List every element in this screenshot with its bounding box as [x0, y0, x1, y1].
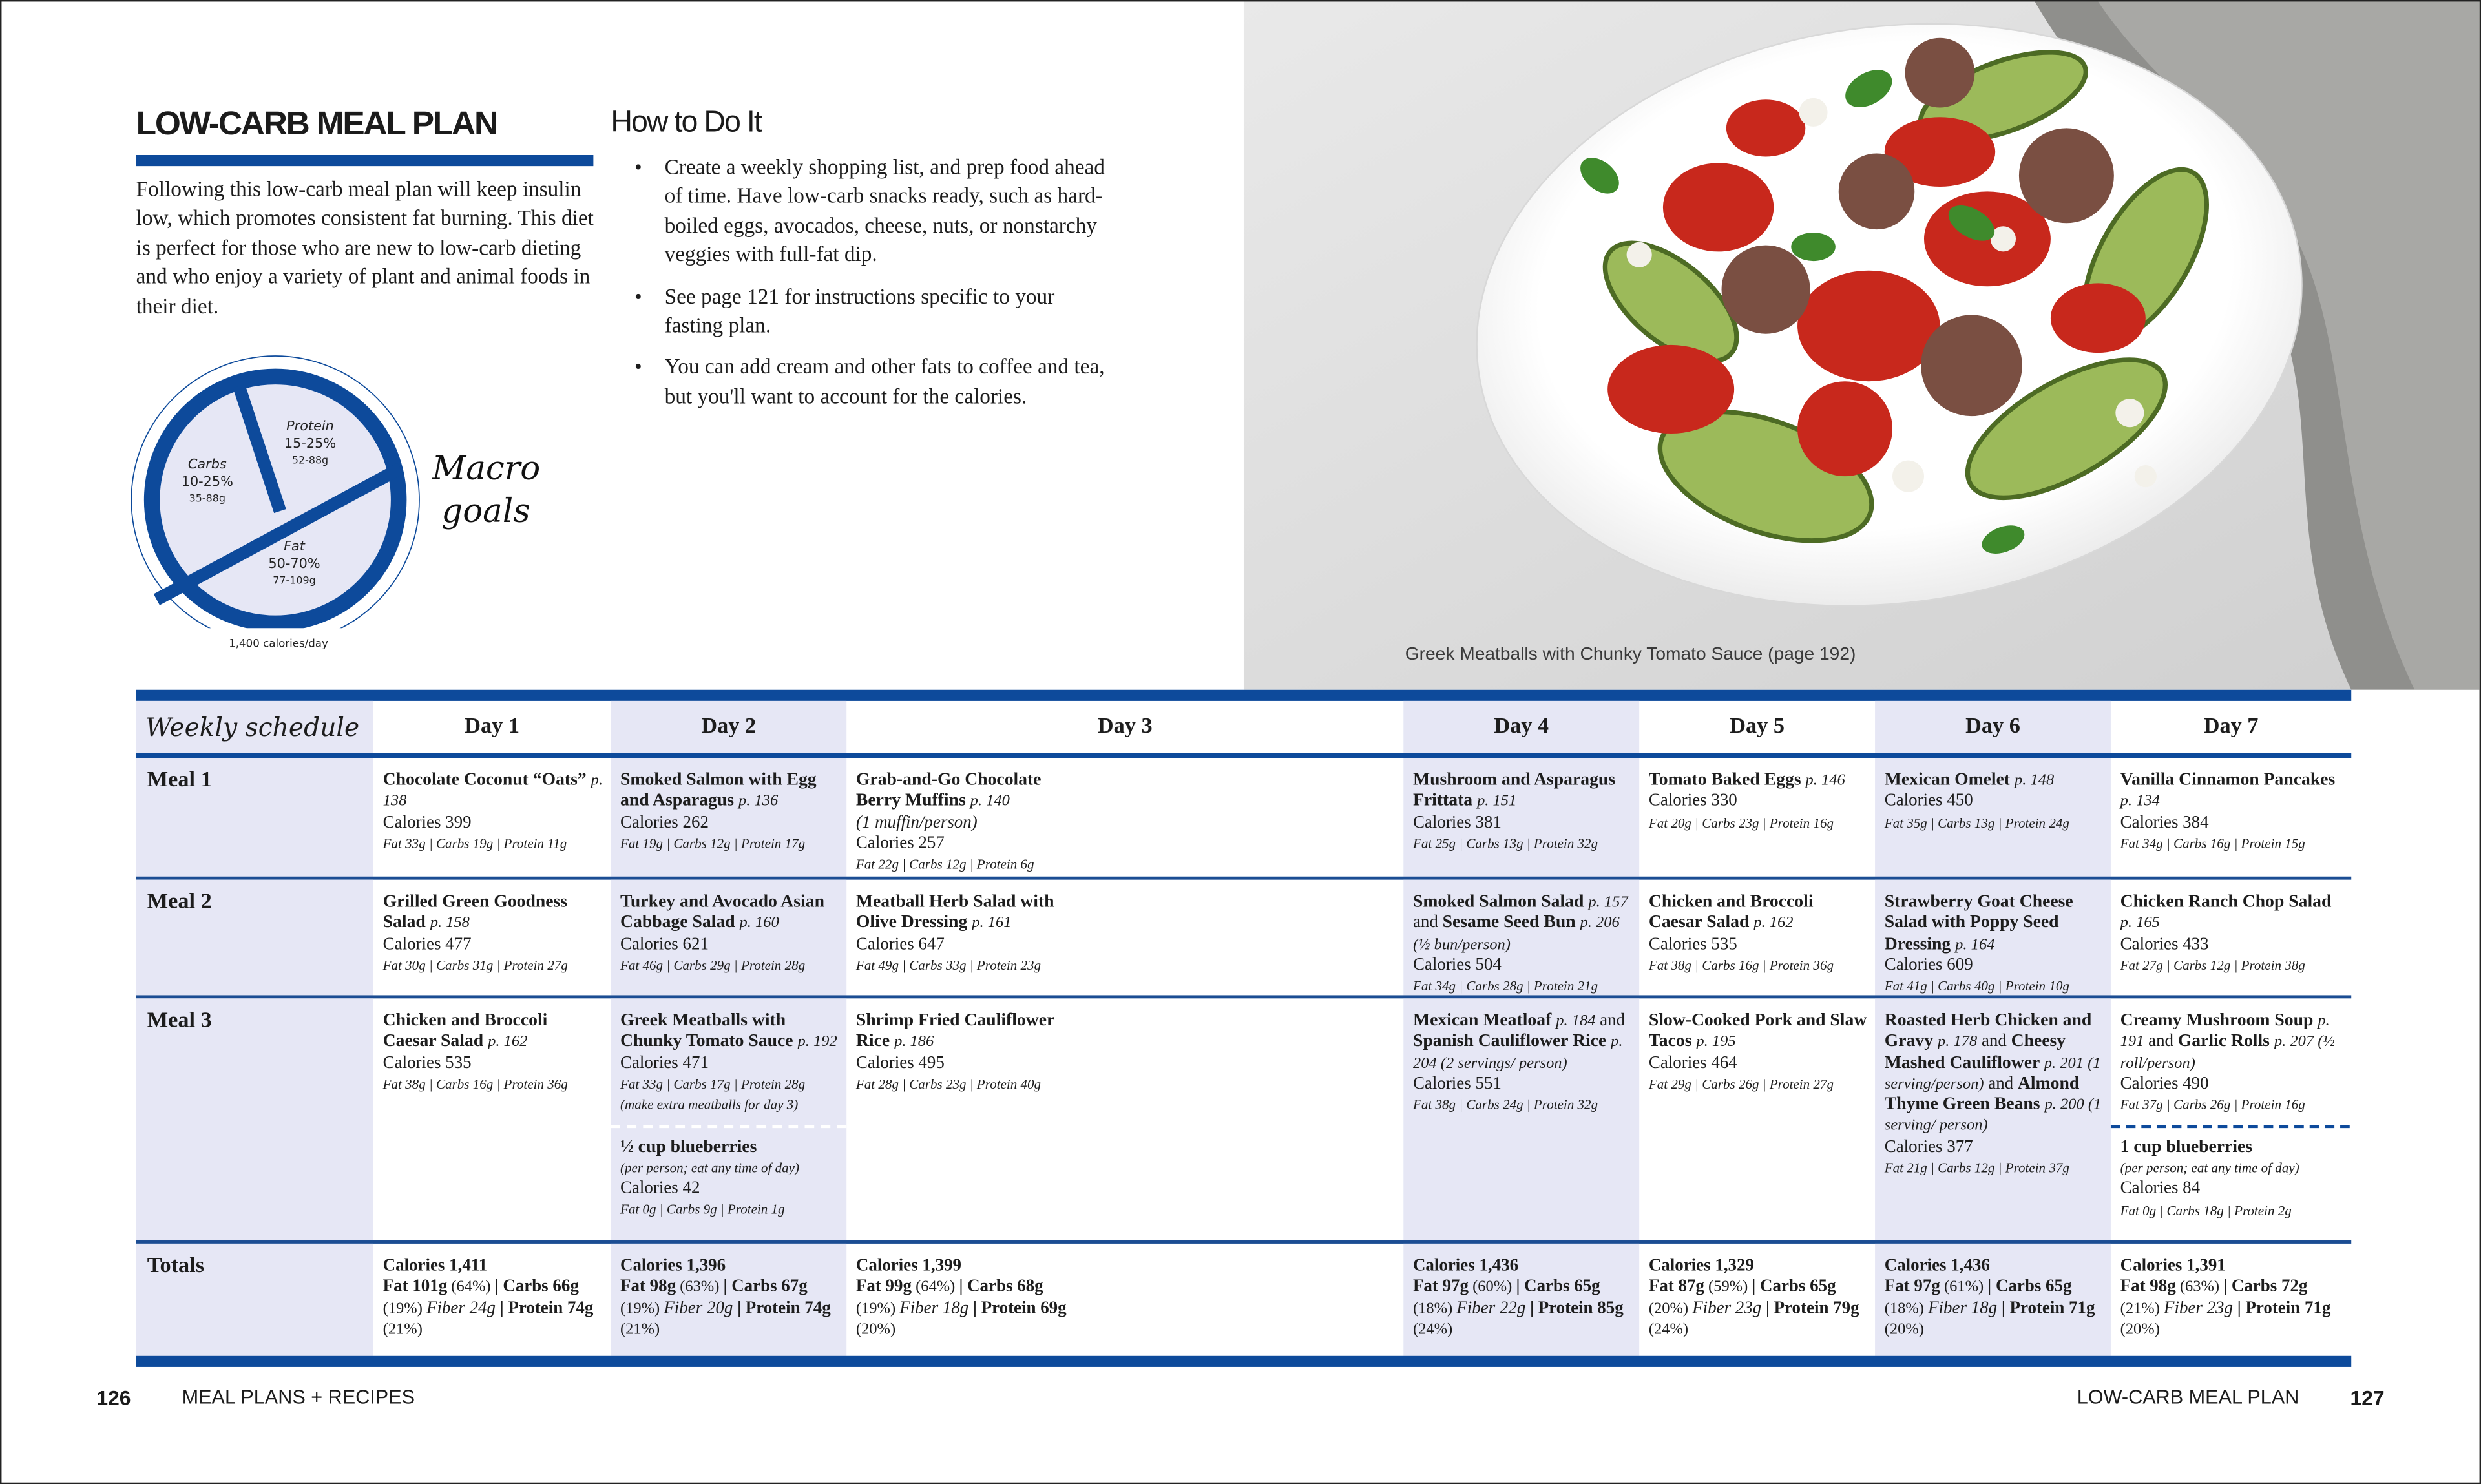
- text-segment: Calories 1,329: [1648, 1256, 1754, 1275]
- cell-content: [620, 1257, 839, 1341]
- text-segment: (21%): [382, 1321, 423, 1339]
- table-bottom-rule: [136, 1356, 2352, 1367]
- text-segment: (19%): [855, 1300, 900, 1318]
- text-segment: Calories 1,399: [855, 1256, 962, 1275]
- text-segment: Fat 101g: [382, 1277, 448, 1297]
- text-segment: (60%): [1469, 1279, 1516, 1297]
- text-segment: and: [1984, 1074, 2018, 1093]
- text-segment: Fiber 23g: [1692, 1298, 1766, 1318]
- text-segment: (63%): [676, 1279, 724, 1297]
- totals-row: [136, 1240, 2352, 1356]
- text-segment: | Carbs 65g: [1516, 1277, 1600, 1297]
- calories: Calories 257: [855, 833, 945, 853]
- cell-content: [1885, 892, 2103, 997]
- calories: Calories 609: [1884, 955, 1973, 975]
- how-to-item: [634, 353, 1109, 412]
- text-segment: Fiber 24g: [426, 1298, 500, 1318]
- meal-cell: [846, 758, 1403, 877]
- text-segment: p. 191: [2120, 1012, 2330, 1051]
- text-segment: Calories 1,396: [620, 1256, 726, 1275]
- macros: Fat 0g | Carbs 18g | Protein 2g: [2120, 1202, 2292, 1218]
- day-header: Day 7: [2203, 715, 2259, 739]
- row-label: Meal 3: [136, 998, 373, 1240]
- recipe-title: [856, 771, 1078, 813]
- text-segment: (20%): [1884, 1321, 1924, 1339]
- calories: Calories 42: [620, 1178, 700, 1198]
- recipe-title: [1413, 1011, 1631, 1074]
- text-segment: p. 140: [970, 793, 1010, 811]
- text-segment: Roasted Herb Chicken and Gravy: [1884, 1010, 2092, 1051]
- macros: Fat 35g | Carbs 13g | Protein 24g: [1884, 814, 2069, 830]
- cell-content: [1885, 1011, 2103, 1179]
- macros: Fat 38g | Carbs 16g | Protein 36g: [382, 1076, 568, 1092]
- text-segment: p. 151: [1477, 793, 1517, 811]
- meal-cell: [1875, 998, 2111, 1240]
- text-segment: Chicken Ranch Chop Salad: [2120, 892, 2332, 912]
- food-photo: [1244, 1, 2481, 689]
- weekly-schedule-label: Weekly schedule: [136, 701, 373, 753]
- recipe-title: [1649, 892, 1867, 934]
- right-page-number: 127: [2350, 1386, 2385, 1410]
- text-segment: Chocolate Coconut “Oats”: [382, 770, 591, 790]
- snack-title: ½ cup blueberries: [620, 1137, 757, 1156]
- text-segment: | Protein 74g: [499, 1298, 594, 1318]
- meal-cell: [1403, 998, 1639, 1240]
- meal-row: [136, 995, 2352, 1240]
- recipe-title: [620, 1011, 839, 1053]
- text-segment: | Carbs 68g: [959, 1277, 1043, 1297]
- text-segment: p. 162: [1753, 915, 1794, 933]
- text-segment: p. 138: [382, 772, 603, 811]
- macros: Fat 38g | Carbs 24g | Protein 32g: [1412, 1096, 1598, 1113]
- text-segment: p. 158: [430, 915, 470, 933]
- text-segment: (24%): [1648, 1321, 1689, 1339]
- calories: Calories 381: [1412, 812, 1502, 832]
- text-segment: | Protein 71g: [2237, 1298, 2331, 1318]
- text-segment: Slow-Cooked Pork and Slaw Tacos: [1648, 1010, 1867, 1051]
- text-segment: Smoked Salmon with Egg and Asparagus: [620, 770, 817, 811]
- right-running-head: LOW-CARB MEAL PLAN: [2077, 1386, 2299, 1408]
- how-to-text: See page 121 for instructions specific to your fasting plan.: [664, 284, 1055, 337]
- text-segment: p. 160: [739, 915, 779, 933]
- text-segment: Fat 98g: [620, 1277, 676, 1297]
- day-header: Day 4: [1403, 701, 1639, 753]
- text-segment: (24%): [1412, 1321, 1453, 1339]
- macros: Fat 0g | Carbs 9g | Protein 1g: [620, 1201, 785, 1218]
- text-segment: (21%): [2120, 1300, 2164, 1318]
- meal-cell: [611, 880, 846, 996]
- table-header-row: [136, 701, 2352, 758]
- photo-caption: Greek Meatballs with Chunky Tomato Sauce (page 192): [1405, 645, 1856, 665]
- carbs-label: Carbs: [187, 455, 227, 472]
- cell-content: [383, 1257, 603, 1341]
- cell-content: [620, 1011, 839, 1220]
- meal-cell: [1403, 758, 1639, 877]
- macros: Fat 19g | Carbs 12g | Protein 17g: [620, 835, 806, 852]
- cell-content: [1649, 1011, 1867, 1095]
- text-segment: Turkey and Avocado Asian Cabbage Salad: [620, 892, 824, 933]
- recipe-title: [383, 892, 603, 934]
- bullet-icon: •: [634, 355, 642, 379]
- text-segment: p. 192: [797, 1033, 837, 1051]
- calories: Calories 262: [620, 812, 709, 832]
- serving-note: (1 muffin/person): [855, 812, 978, 832]
- macros: Fat 21g | Carbs 12g | Protein 37g: [1884, 1160, 2069, 1176]
- cell-content: [1413, 1257, 1631, 1341]
- cell-content: [383, 892, 603, 976]
- text-segment: Fiber 18g: [899, 1298, 974, 1318]
- macros: Fat 33g | Carbs 17g | Protein 28g: [620, 1076, 806, 1092]
- recipe-title: [2120, 1011, 2342, 1074]
- carbs-grams: 35-88g: [189, 492, 225, 505]
- cell-content: [620, 892, 839, 976]
- fat-grams: 77-109g: [273, 574, 316, 587]
- text-segment: Fat 87g: [1648, 1277, 1704, 1297]
- snack-title: 1 cup blueberries: [2120, 1138, 2253, 1157]
- totals-cell: [1639, 1244, 1875, 1356]
- macros: Fat 46g | Carbs 29g | Protein 28g: [620, 957, 806, 973]
- macros: Fat 20g | Carbs 23g | Protein 16g: [1648, 814, 1834, 830]
- left-running-head: MEAL PLANS + RECIPES: [182, 1386, 415, 1408]
- left-page-number: 126: [96, 1386, 131, 1410]
- calories: Calories 551: [1412, 1074, 1502, 1093]
- recipe-title: [1885, 771, 2103, 792]
- text-segment: p. 161: [972, 915, 1012, 933]
- recipe-title: [1649, 1011, 1867, 1053]
- calories: Calories 84: [2120, 1179, 2201, 1199]
- snack-note: (per person; eat any time of day): [620, 1160, 800, 1176]
- day-header: Day 6: [1875, 701, 2111, 753]
- totals-cell: [611, 1244, 846, 1356]
- how-to-text: Create a weekly shopping list, and prep food ahead of time. Have low-carb snacks ready, such as hard-boiled eggs, avocados, cheese, nuts, or nonstarchy veggies with full-fat dip.: [664, 155, 1105, 266]
- text-segment: Fiber 18g: [1928, 1298, 2002, 1318]
- text-segment: Garlic Rolls: [2177, 1032, 2274, 1051]
- cell-content: [383, 771, 603, 855]
- protein-percent: 15-25%: [284, 435, 337, 452]
- totals-cell: [2111, 1244, 2351, 1356]
- text-segment: p. 206 (½ bun/person): [1412, 915, 1620, 954]
- how-to-item: [634, 282, 1109, 340]
- calories: Calories 399: [382, 812, 472, 832]
- text-segment: | Protein 74g: [737, 1298, 831, 1318]
- dashed-divider: [611, 1125, 846, 1128]
- recipe-title: [383, 1011, 603, 1053]
- text-segment: (20%): [1648, 1300, 1693, 1318]
- text-segment: p. 204 (2 servings/ person): [1412, 1033, 1623, 1072]
- text-segment: Almond Thyme Green Beans: [1884, 1074, 2080, 1114]
- meal-row: [136, 758, 2352, 877]
- text-segment: Mexican Omelet: [1884, 770, 2015, 790]
- cell-content: [1649, 892, 1867, 976]
- text-segment: p. 178: [1937, 1033, 1978, 1051]
- text-segment: Calories 1,391: [2120, 1256, 2226, 1275]
- macros: Fat 49g | Carbs 33g | Protein 23g: [855, 957, 1042, 973]
- how-to-item: [634, 154, 1109, 270]
- macros: Fat 25g | Carbs 13g | Protein 32g: [1412, 835, 1598, 852]
- totals-cell: [1875, 1244, 2111, 1356]
- calories: Calories 535: [1648, 934, 1737, 954]
- page-title: LOW-CARB MEAL PLAN: [136, 106, 497, 143]
- text-segment: and: [1412, 913, 1443, 933]
- day-header: Day 1: [465, 715, 520, 739]
- cell-content: [1413, 892, 1631, 997]
- recipe-title: [1413, 892, 1631, 956]
- cell-content: [856, 1257, 1078, 1341]
- text-segment: Cheesy Mashed Cauliflower: [1884, 1032, 2066, 1072]
- recipe-title: [1649, 771, 1867, 792]
- text-segment: Vanilla Cinnamon Pancakes: [2120, 770, 2336, 790]
- calories: Calories 433: [2120, 934, 2209, 954]
- macro-goals-line1: Macro: [432, 449, 541, 488]
- text-segment: Grilled Green Goodness Salad: [382, 892, 568, 933]
- recipe-title: [2120, 892, 2342, 934]
- meal-cell: [373, 998, 611, 1240]
- text-segment: p. 164: [1955, 935, 1995, 954]
- calories: Calories 495: [855, 1053, 945, 1072]
- macros: Fat 33g | Carbs 19g | Protein 11g: [382, 835, 567, 852]
- cell-content: [2120, 1011, 2342, 1221]
- meal-cell: [1403, 880, 1639, 996]
- meal-cell: [611, 998, 846, 1240]
- text-segment: Calories 1,411: [382, 1256, 488, 1275]
- cell-content: [2120, 1257, 2342, 1341]
- title-underline: [136, 155, 594, 166]
- macros: Fat 22g | Carbs 12g | Protein 6g: [855, 856, 1034, 872]
- fat-label: Fat: [284, 538, 305, 554]
- calories: Calories 377: [1884, 1137, 1973, 1156]
- calories: Calories 504: [1412, 955, 1502, 975]
- text-segment: Tomato Baked Eggs: [1648, 770, 1806, 790]
- text-segment: (19%): [620, 1300, 664, 1318]
- calories: Calories 384: [2120, 812, 2209, 832]
- calories: Calories 621: [620, 934, 709, 954]
- cell-content: [1413, 1011, 1631, 1116]
- macros: Fat 30g | Carbs 31g | Protein 27g: [382, 957, 568, 973]
- text-segment: | Carbs 66g: [494, 1277, 579, 1297]
- text-segment: Calories 1,436: [1412, 1256, 1519, 1275]
- text-segment: p. 134: [2120, 793, 2160, 811]
- daily-calories: 1,400 calories/day: [229, 637, 328, 650]
- row-label: Meal 1: [136, 758, 373, 877]
- text-segment: Sesame Seed Bun: [1442, 913, 1580, 933]
- text-segment: p. 201 (1 serving/person): [1884, 1054, 2101, 1093]
- snack-note: (per person; eat any time of day): [2120, 1160, 2299, 1176]
- text-segment: Chicken and Broccoli Caesar Salad: [382, 1010, 548, 1051]
- cell-content: [856, 1011, 1078, 1095]
- protein-label: Protein: [286, 418, 334, 434]
- text-segment: Fiber 22g: [1456, 1298, 1531, 1318]
- text-segment: p. 186: [894, 1033, 934, 1051]
- dashed-divider: [2111, 1125, 2350, 1129]
- cell-content: [1885, 1257, 2103, 1341]
- day-header: Day 5: [1730, 715, 1785, 739]
- day-header: Day 3: [1097, 715, 1153, 739]
- text-segment: | Protein 85g: [1530, 1298, 1624, 1318]
- text-segment: (59%): [1704, 1279, 1752, 1297]
- totals-cell: [373, 1244, 611, 1356]
- recipe-title: [1885, 1011, 2103, 1137]
- text-segment: | Carbs 72g: [2223, 1277, 2308, 1297]
- bullet-icon: •: [634, 155, 642, 179]
- text-segment: Mushroom and Asparagus Frittata: [1412, 770, 1616, 811]
- macro-goals-pie: [112, 342, 461, 658]
- meal-cell: [1875, 758, 2111, 877]
- day-header: Day 2: [611, 701, 846, 753]
- cell-content: [1413, 771, 1631, 855]
- cell-content: [856, 771, 1078, 875]
- meal-cell: [1639, 880, 1875, 996]
- cell-content: [1885, 771, 2103, 833]
- cell-content: [2120, 771, 2342, 855]
- meal-cell: [1875, 880, 2111, 996]
- text-segment: (21%): [620, 1321, 660, 1339]
- meal-cell: [2111, 998, 2351, 1240]
- text-segment: | Carbs 67g: [723, 1277, 808, 1297]
- text-segment: (64%): [911, 1279, 959, 1297]
- recipe-title: [1413, 771, 1631, 813]
- how-to-list: [634, 154, 1109, 424]
- weekly-schedule-table: [136, 701, 2352, 1356]
- macros: Fat 41g | Carbs 40g | Protein 10g: [1884, 977, 2069, 994]
- recipe-title: [620, 771, 839, 813]
- text-segment: (18%): [1884, 1300, 1929, 1318]
- text-segment: Fat 97g: [1412, 1277, 1469, 1297]
- meal-cell: [1639, 998, 1875, 1240]
- text-segment: Fiber 23g: [2164, 1298, 2237, 1318]
- text-segment: Spanish Cauliflower Rice: [1412, 1032, 1611, 1051]
- text-segment: and: [1595, 1010, 1626, 1030]
- text-segment: Smoked Salmon Salad: [1412, 892, 1589, 912]
- meal-cell: [611, 758, 846, 877]
- prep-note: (make extra meatballs for day 3): [620, 1096, 799, 1113]
- bullet-icon: •: [634, 284, 642, 308]
- cell-content: [620, 771, 839, 855]
- cell-content: [383, 1011, 603, 1095]
- macro-goals-line2: goals: [441, 492, 530, 530]
- text-segment: p. 136: [738, 793, 779, 811]
- text-segment: Grab-and-Go Chocolate Berry Muffins: [855, 770, 1042, 811]
- text-segment: p. 165: [2120, 915, 2160, 933]
- recipe-title: [856, 892, 1078, 934]
- meal-cell: [2111, 880, 2351, 996]
- text-segment: | Protein 71g: [2001, 1298, 2095, 1318]
- text-segment: (20%): [855, 1321, 896, 1339]
- text-segment: Mexican Meatloaf: [1412, 1010, 1556, 1030]
- text-segment: p. 146: [1805, 772, 1845, 790]
- meal-cell: [2111, 758, 2351, 877]
- text-segment: Shrimp Fried Cauliflower Rice: [855, 1010, 1054, 1051]
- row-label: Totals: [136, 1244, 373, 1356]
- cell-content: [856, 892, 1078, 976]
- text-segment: and: [1977, 1032, 2011, 1051]
- text-segment: | Carbs 65g: [1987, 1277, 2072, 1297]
- calories: Calories 490: [2120, 1074, 2209, 1093]
- text-segment: (61%): [1940, 1279, 1988, 1297]
- macros: Fat 28g | Carbs 23g | Protein 40g: [855, 1076, 1042, 1092]
- text-segment: (63%): [2175, 1279, 2224, 1297]
- text-segment: Chicken and Broccoli Caesar Salad: [1648, 892, 1814, 933]
- text-segment: (20%): [2120, 1321, 2160, 1339]
- calories: Calories 450: [1884, 791, 1973, 811]
- totals-cell: [1403, 1244, 1639, 1356]
- text-segment: Fat 98g: [2120, 1277, 2176, 1297]
- text-segment: Fiber 20g: [664, 1298, 738, 1318]
- macros: Fat 34g | Carbs 28g | Protein 21g: [1412, 977, 1598, 994]
- meal-cell: [1639, 758, 1875, 877]
- macros: Fat 38g | Carbs 16g | Protein 36g: [1648, 957, 1834, 973]
- text-segment: p. 148: [2015, 772, 2055, 790]
- text-segment: Greek Meatballs with Chunky Tomato Sauce: [620, 1010, 798, 1051]
- text-segment: (19%): [382, 1300, 427, 1318]
- row-label: Meal 2: [136, 880, 373, 996]
- intro-paragraph: Following this low-carb meal plan will keep insulin low, which promotes consistent fat burning. This diet is perfect for those who are new to low-carb dieting and who enjoy a variety of plant and animal foods in their diet.: [136, 177, 594, 318]
- calories: Calories 464: [1648, 1053, 1737, 1072]
- text-segment: Creamy Mushroom Soup: [2120, 1010, 2318, 1030]
- carbs-percent: 10-25%: [181, 473, 233, 489]
- cell-content: [2120, 892, 2342, 976]
- recipe-title: [2120, 771, 2342, 813]
- macros: Fat 37g | Carbs 26g | Protein 16g: [2120, 1096, 2305, 1113]
- calories: Calories 647: [855, 934, 945, 954]
- recipe-title: [856, 1011, 1078, 1053]
- text-segment: p. 200 (1 serving/ person): [1884, 1096, 2102, 1136]
- text-segment: (18%): [1412, 1300, 1457, 1318]
- macros: Fat 27g | Carbs 12g | Protein 38g: [2120, 957, 2305, 973]
- table-top-rule: [136, 690, 2352, 701]
- meal-cell: [846, 998, 1403, 1240]
- macros: Fat 29g | Carbs 26g | Protein 27g: [1648, 1076, 1834, 1092]
- recipe-title: [620, 892, 839, 934]
- cell-content: [1649, 1257, 1867, 1341]
- protein-grams: 52-88g: [291, 454, 329, 466]
- macros: Fat 34g | Carbs 16g | Protein 15g: [2120, 835, 2305, 852]
- how-to-text: You can add cream and other fats to coffee and tea, but you'll want to account for the calories.: [664, 355, 1105, 408]
- text-segment: and: [2144, 1032, 2178, 1051]
- text-segment: Fat 97g: [1884, 1277, 1940, 1297]
- text-segment: Strawberry Goat Cheese Salad with Poppy Seed Dressing: [1884, 892, 2073, 954]
- text-segment: Meatball Herb Salad with Olive Dressing: [855, 892, 1054, 933]
- text-segment: p. 157: [1588, 894, 1628, 912]
- text-segment: | Protein 79g: [1765, 1298, 1859, 1318]
- meal-cell: [846, 880, 1403, 996]
- text-segment: p. 184: [1556, 1012, 1596, 1030]
- totals-cell: [846, 1244, 1403, 1356]
- text-segment: Calories 1,436: [1884, 1256, 1990, 1275]
- calories: Calories 535: [382, 1053, 472, 1072]
- text-segment: p. 195: [1696, 1033, 1736, 1051]
- calories: Calories 477: [382, 934, 472, 954]
- meal-cell: [373, 880, 611, 996]
- text-segment: Fat 99g: [855, 1277, 912, 1297]
- recipe-title: [383, 771, 603, 813]
- text-segment: (64%): [447, 1279, 495, 1297]
- how-to-title: How to Do It: [611, 106, 761, 140]
- recipe-title: [1885, 892, 2103, 956]
- macro-goals-heading: [432, 448, 541, 533]
- calories: Calories 471: [620, 1053, 709, 1072]
- text-segment: | Carbs 65g: [1752, 1277, 1836, 1297]
- text-segment: p. 162: [488, 1033, 528, 1051]
- cell-content: [1649, 771, 1867, 833]
- meal-cell: [373, 758, 611, 877]
- text-segment: | Protein 69g: [973, 1298, 1067, 1318]
- fat-percent: 50-70%: [268, 556, 320, 572]
- calories: Calories 330: [1648, 791, 1737, 811]
- meal-row: [136, 877, 2352, 996]
- text-segment: p. 207 (½ roll/person): [2120, 1033, 2335, 1072]
